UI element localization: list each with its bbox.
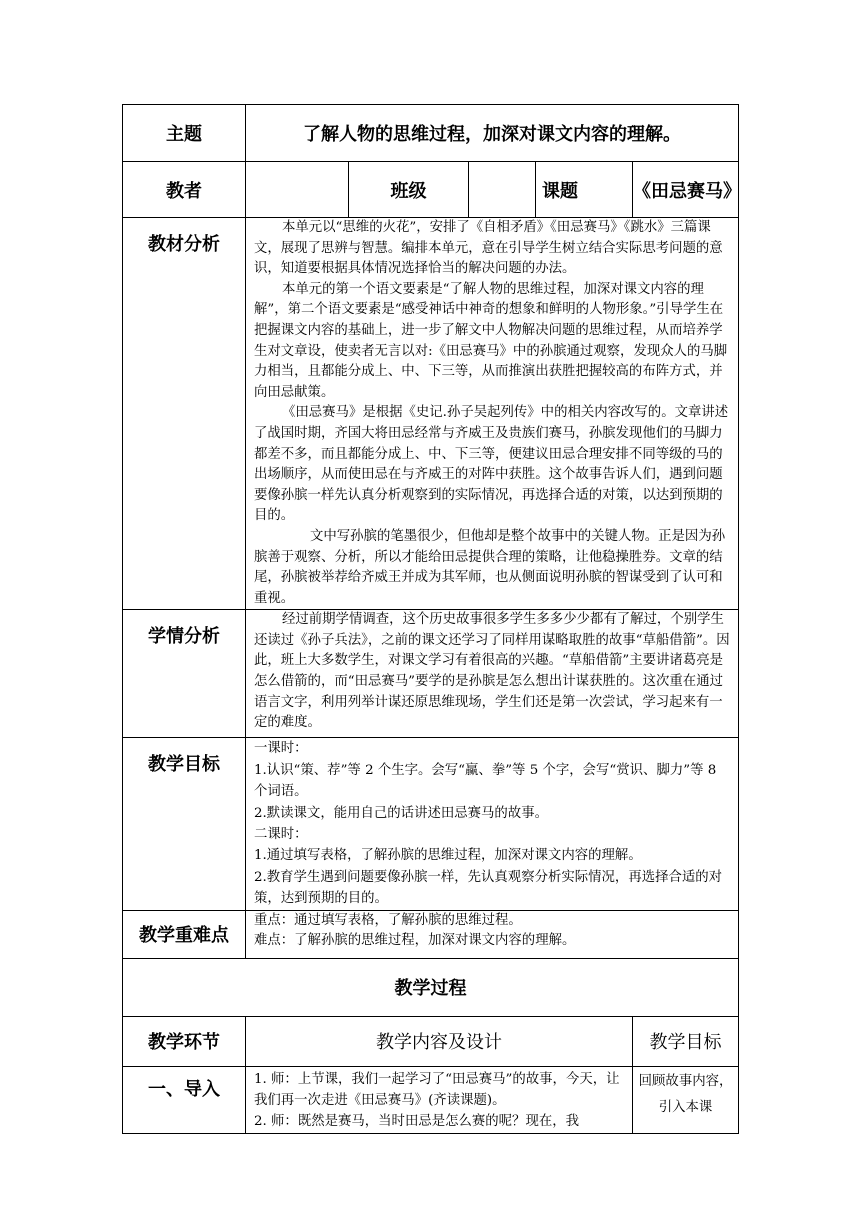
goals-text	[246, 738, 739, 910]
stage-1-content	[246, 1066, 633, 1133]
key-point-difficulty: 难点：了解孙膑的思维过程，加深对课文内容的理解。	[254, 933, 576, 949]
stage-1-label: 一、导入	[123, 1066, 246, 1133]
students-paragraph: 经过前期学情调查，这个历史故事很多学生多多少少都有了解过，个别学生还读过《孙子兵法》，之前的课文还学习了同样用谋略取胜的故事“草船借箭”。因此，班上大多数学生，对课文学习有着很高的兴趣。“草船借箭”主要讲诸葛亮是怎么借箭的，而“田忌赛马”要学的是孙膑是怎么想出计谋获胜的。这次重在通过语言文字，利用列举计谋还原思维现场，学生们还是第一次尝试，学习起来有一定的难度。	[254, 612, 730, 731]
theme-label: 主题	[123, 105, 246, 162]
material-paragraph-2: 本单元的第一个语文要素是“了解人物的思维过程，加深对课文内容的理解”，第二个语文要素是“感受神话中神奇的想象和鲜明的人物形象。”引导学生在把握课文内容的基础上，进一步了解文中人物解决问题的思维过程，从而培养学生对文章设，使卖者无言以对:《田忌赛马》中的孙膑通过观察，发现众人的马脚力相当，且都能分成上、中、下三等，从而推演出获胜把握较高的布阵方式，并向田忌献策。	[254, 281, 728, 400]
students-label: 学情分析	[123, 610, 246, 738]
goals-line: 1.通过填写表格，了解孙膑的思维过程，加深对课文内容的理解。	[254, 848, 642, 864]
students-text	[246, 610, 739, 738]
material-paragraph-1: 本单元以“思维的火花”，安排了《自相矛盾》《田忌赛马》《跳水》三篇课文，展现了思辨与智慧。编排本单元，意在引导学生树立结合实际思考问题的意识，知道要根据具体情况选择恰当的解决问题的办法。	[254, 220, 723, 277]
class-value	[469, 162, 536, 218]
goals-line: 1.认识“策、荐”等 2 个生字。会写“赢、拳”等 5 个字，会写“赏识、脚力”等 8 个词语。	[254, 762, 717, 800]
teacher-label: 教者	[123, 162, 246, 218]
stage-1-line: 1. 师：上节课，我们一起学习了“田忌赛马”的故事，今天，让我们再一次走进《田忌赛马》(齐读课题)。	[254, 1071, 620, 1108]
key-points-text	[246, 910, 739, 958]
material-paragraph-4: 文中写孙膑的笔墨很少，但他却是整个故事中的关键人物。正是因为孙膑善于观察、分析，所以才能给田忌提供合理的策略，让他稳操胜券。文章的结尾，孙膑被举荐给齐威王并成为其军师，也从侧面说明孙膑的智谋受到了认可和重视。	[254, 528, 726, 606]
col-content-header: 教学内容及设计	[246, 1016, 633, 1066]
goals-line: 二课时：	[254, 826, 308, 842]
process-title: 教学过程	[123, 958, 739, 1016]
lesson-label: 课题	[536, 162, 633, 218]
stage-1-goal: 回顾故事内容，引入本课	[633, 1066, 739, 1133]
lesson-value: 《田忌赛马》	[633, 162, 739, 218]
class-label: 班级	[349, 162, 469, 218]
col-stage-header: 教学环节	[123, 1016, 246, 1066]
goals-line: 2.教育学生遇到问题要像孙膑一样，先认真观察分析实际情况，再选择合适的对策，达到预期的目的。	[254, 869, 723, 907]
goals-line: 一课时：	[254, 741, 308, 757]
col-goal-header: 教学目标	[633, 1016, 739, 1066]
key-points-label: 教学重难点	[123, 910, 246, 958]
theme-value: 了解人物的思维过程，加深对课文内容的理解。	[246, 105, 739, 162]
material-paragraph-3: 《田忌赛马》是根据《史记.孙子吴起列传》中的相关内容改写的。文章讲述了战国时期，齐国大将田忌经常与齐威王及贵族们赛马，孙膑发现他们的马脚力都差不多，而且都能分成上、中、下三等，便建议田忌合理安排不同等级的马的出场顺序，从而使田忌在与齐威王的对阵中获胜。这个故事告诉人们，遇到问题要像孙膑一样先认真分析观察到的实际情况，再选择合适的对策，以达到预期的目的。	[254, 405, 729, 524]
goals-line: 2.默读课文，能用自己的话讲述田忌赛马的故事。	[254, 805, 548, 821]
material-label: 教材分析	[123, 218, 246, 610]
goals-label: 教学目标	[123, 738, 246, 910]
lesson-plan-table	[122, 104, 739, 1134]
material-text	[246, 218, 739, 610]
stage-1-line: 2. 师：既然是赛马，当时田忌是怎么赛的呢？现在，我	[254, 1114, 580, 1130]
key-point-focus: 重点：通过填写表格，了解孙膑的思维过程。	[254, 912, 522, 928]
teacher-value	[246, 162, 349, 218]
